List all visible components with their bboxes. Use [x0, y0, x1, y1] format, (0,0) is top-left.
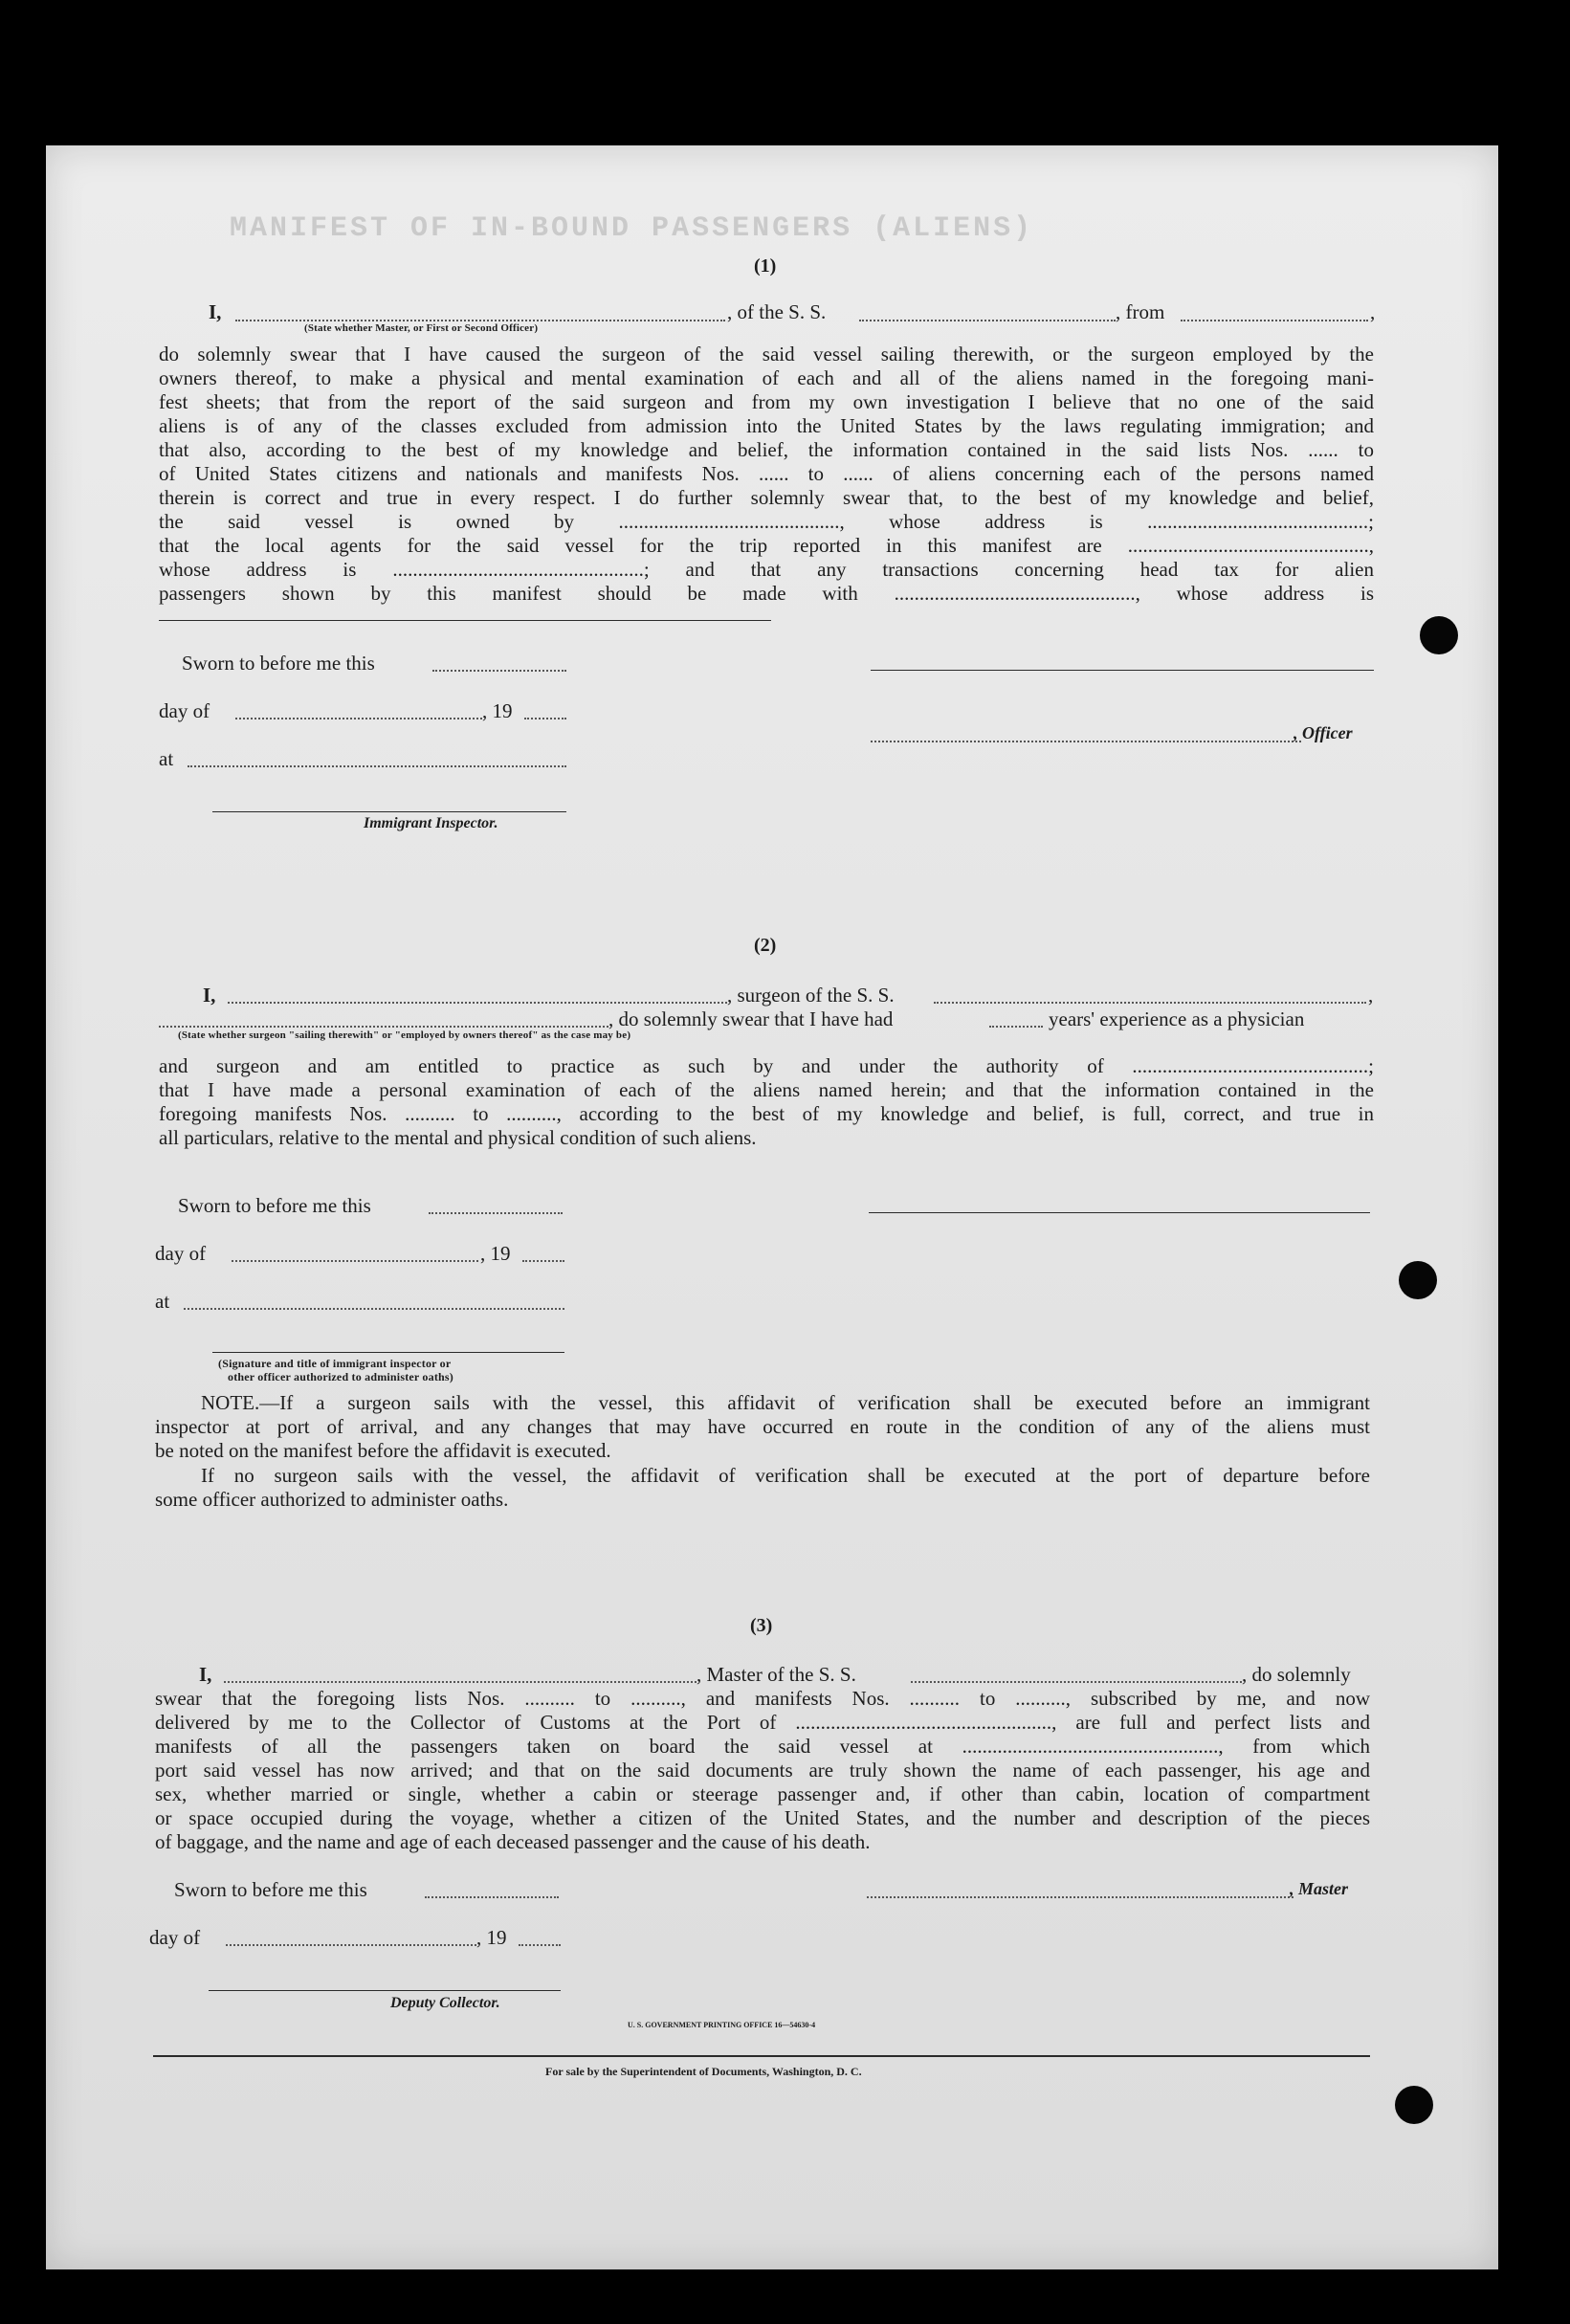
section-1-at: at [159, 747, 174, 770]
section-2-inspector-line [212, 1352, 564, 1353]
section-1-at-blank [188, 765, 566, 767]
oath-line: port said vessel has now arrived; and that on the said documents are truly shown the name of each passenger, his age and [155, 1759, 1370, 1782]
section-1-address-line [159, 620, 771, 621]
section-1-comma: , [1370, 300, 1376, 323]
oath-line: swear that the foregoing lists Nos. .......... to .........., and manifests Nos. .......... to .........., subscribed by me, and now [155, 1687, 1370, 1710]
oath-line: therein is correct and true in every respect. I do further solemnly swear that, to the best of my knowledge and belief, [159, 486, 1374, 509]
section-2-day-blank [232, 1260, 478, 1262]
section-2-capacity-caption: (State whether surgeon "sailing therewith" or "employed by owners thereof" as the case may be) [178, 1029, 631, 1041]
oath-line: sex, whether married or single, whether a cabin or steerage passenger and, if other than cabin, location of compartment [155, 1782, 1370, 1805]
section-2-year-blank [522, 1260, 564, 1262]
section-3-deputy-label: Deputy Collector. [390, 1995, 500, 2011]
section-1-sworn-label: Sworn to before me this [182, 652, 375, 675]
note-line: NOTE.—If a surgeon sails with the vessel, this affidavit of verification shall be executed before an immigrant [201, 1391, 1370, 1414]
section-1-rank-blank [235, 320, 725, 321]
oath-line: manifests of all the passengers taken on board the said vessel at ..................................................., from which [155, 1735, 1370, 1758]
section-1-number: (1) [754, 255, 777, 277]
section-3-intro: I, [199, 1663, 212, 1686]
footer-text: For sale by the Superintendent of Documents, Washington, D. C. [545, 2065, 862, 2078]
oath-line: fest sheets; that from the report of the said surgeon and from my own investigation I believe that no one of the said [159, 390, 1374, 413]
section-1-day-of: day of [159, 699, 210, 722]
section-1-ship-blank [859, 320, 1116, 321]
section-2-surgeon-of: , surgeon of the S. S. [727, 984, 895, 1007]
section-1-sworn-blank [432, 670, 566, 672]
oath-line: that I have made a personal examination of each of the aliens named herein; and that the information contained in the [159, 1078, 1374, 1101]
oath-line: that the local agents for the said vessel for the trip reported in this manifest are ................................................, [159, 534, 1374, 557]
section-2-name-blank [228, 1002, 727, 1004]
oath-line: or space occupied during the voyage, whether a citizen of the United States, and the number and description of the pieces [155, 1806, 1370, 1829]
section-1-intro: I, [209, 300, 222, 323]
section-3-master-label: , Master [1290, 1879, 1349, 1898]
section-1-from-blank [1181, 320, 1368, 321]
section-2-number: (2) [754, 935, 777, 956]
section-2-sworn-blank [429, 1212, 563, 1214]
section-1-year-blank [524, 718, 566, 719]
oath-line: foregoing manifests Nos. .......... to .........., according to the best of my knowledge and belief, is full, correct, and true in [159, 1102, 1374, 1125]
section-3-oath-text [155, 1687, 1370, 1854]
section-1-inspector-line [212, 811, 566, 812]
section-2-signature-line [869, 1212, 1370, 1213]
section-3-number: (3) [750, 1615, 773, 1636]
section-3-year: , 19 [476, 1926, 507, 1949]
section-3-sworn-label: Sworn to before me this [174, 1878, 367, 1901]
oath-line: of baggage, and the name and age of each deceased passenger and the cause of his death. [155, 1830, 871, 1853]
note-line: If no surgeon sails with the vessel, the affidavit of verification shall be executed at the port of departure before [201, 1464, 1370, 1487]
bleed-through-text: MANIFEST OF IN-BOUND PASSENGERS (ALIENS) [230, 212, 1034, 245]
oath-line: that also, according to the best of my knowledge and belief, the information contained in the said lists Nos. ...... to [159, 438, 1374, 461]
oath-line: and surgeon and am entitled to practice as such by and under the authority of ...............................................; [159, 1054, 1374, 1077]
note-line: some officer authorized to administer oaths. [155, 1488, 509, 1511]
section-2-capacity-blank [159, 1026, 608, 1028]
section-1-day-blank [235, 718, 482, 719]
section-2-years-label: years' experience as a physician [1049, 1007, 1305, 1030]
section-2-year: , 19 [480, 1242, 511, 1265]
punch-hole-2 [1399, 1261, 1437, 1299]
oath-line: delivered by me to the Collector of Customs at the Port of ..................................................., are full and perfect lists and [155, 1711, 1370, 1734]
section-2-note [155, 1391, 1370, 1463]
oath-line: all particulars, relative to the mental and physical condition of such aliens. [159, 1126, 757, 1149]
section-2-intro: I, [203, 984, 216, 1007]
section-1-oath-text [159, 343, 1374, 606]
section-3-deputy-line [209, 1990, 561, 1991]
oath-line: of United States citizens and nationals and manifests Nos. ...... to ...... of aliens concerning each of the persons named [159, 462, 1374, 485]
section-2-comma: , [1368, 984, 1374, 1007]
footer-rule [153, 2055, 1370, 2057]
section-2-sig-caption-2: other officer authorized to administer oaths) [228, 1370, 453, 1383]
section-1-year: , 19 [482, 699, 513, 722]
section-1-inspector-label: Immigrant Inspector. [364, 815, 498, 831]
section-3-name-blank [224, 1681, 697, 1683]
section-2-oath-text [159, 1054, 1374, 1150]
section-2-years-blank [989, 1026, 1043, 1028]
section-3-do-solemnly: , do solemnly [1242, 1663, 1351, 1686]
section-1-signature-line-1 [871, 670, 1374, 671]
section-1-officer-blank [871, 741, 1301, 742]
section-1-from: , from [1116, 300, 1165, 323]
oath-line: aliens is of any of the classes excluded from admission into the United States by the laws regulating immigration; and [159, 414, 1374, 437]
oath-line: passengers shown by this manifest should be made with ................................................, whose address is [159, 582, 1374, 605]
section-3-master-of: , Master of the S. S. [697, 1663, 856, 1686]
section-2-sig-caption-1: (Signature and title of immigrant inspector or [218, 1357, 452, 1370]
punch-hole-3 [1395, 2086, 1433, 2124]
section-3-day-of: day of [149, 1926, 201, 1949]
section-3-master-blank [867, 1896, 1294, 1898]
section-3-year-blank [519, 1944, 561, 1946]
oath-line: the said vessel is owned by ............................................, whose address is ............................................; [159, 510, 1374, 533]
section-2-at: at [155, 1290, 170, 1313]
section-2-ship-blank [934, 1002, 1366, 1004]
section-2-note-2 [155, 1464, 1370, 1512]
printing-office-mark: U. S. GOVERNMENT PRINTING OFFICE 16—54630-4 [628, 2021, 816, 2029]
section-3-day-blank [226, 1944, 476, 1946]
section-2-do-swear: , do solemnly swear that I have had [608, 1007, 894, 1030]
section-3-ship-blank [911, 1681, 1242, 1683]
section-1-officer-label: , Officer [1294, 723, 1353, 742]
note-line: be noted on the manifest before the affidavit is executed. [155, 1439, 611, 1462]
note-line: inspector at port of arrival, and any changes that may have occurred en route in the condition of any of the aliens must [155, 1415, 1370, 1438]
section-1-of-ss: , of the S. S. [727, 300, 827, 323]
section-2-at-blank [184, 1308, 564, 1310]
oath-line: do solemnly swear that I have caused the surgeon of the said vessel sailing therewith, or the surgeon employed by the [159, 343, 1374, 365]
section-1-rank-caption: (State whether Master, or First or Second Officer) [304, 322, 539, 334]
section-2-sworn-label: Sworn to before me this [178, 1194, 371, 1217]
oath-line: whose address is ..................................................; and that any transactions concerning head tax for alien [159, 558, 1374, 581]
section-2-day-of: day of [155, 1242, 207, 1265]
section-3-sworn-blank [425, 1896, 559, 1898]
punch-hole-1 [1420, 616, 1458, 654]
oath-line: owners thereof, to make a physical and mental examination of each and all of the aliens named in the foregoing mani- [159, 366, 1374, 389]
